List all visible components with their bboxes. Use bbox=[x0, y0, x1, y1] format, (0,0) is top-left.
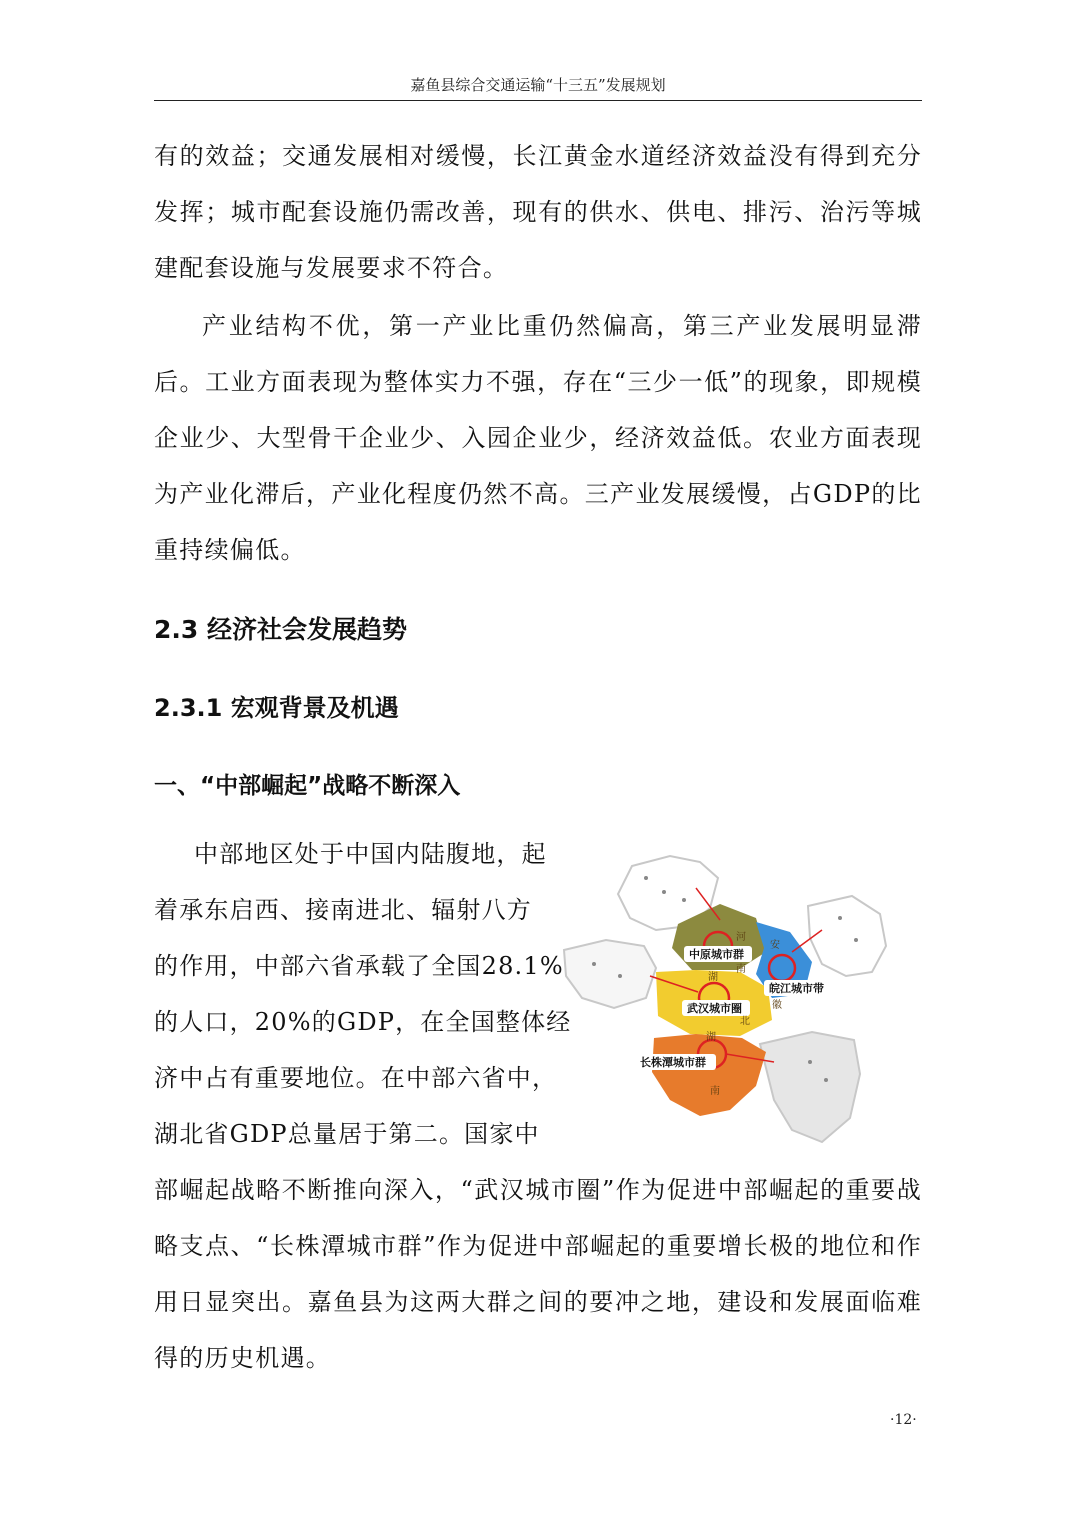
paragraph-3: 部崛起战略不断推向深入，“武汉城市圈”作为促进中部崛起的重要战略支点、“长株潭城市群”作为促进中部崛起的重要增长极的地位和作用日显突出。嘉鱼县为这两大群之间的要冲之地，建设和发展面临难得的历史机遇。 bbox=[154, 1176, 922, 1372]
map-hunan-outline bbox=[760, 1032, 860, 1142]
header-title: 嘉鱼县综合交通运输“十三五”发展规划 bbox=[410, 76, 666, 94]
province-char: 徽 bbox=[772, 1000, 782, 1011]
map-anhui-outline bbox=[808, 896, 886, 976]
paragraph-2: 产业结构不优，第一产业比重仍然偏高，第三产业发展明显滞后。工业方面表现为整体实力不强，存在“三少一低”的现象，即规模企业少、大型骨干企业少、入园企业少，经济效益低。农业方面表现为产业化滞后，产业化程度仍然不高。三产业发展缓慢，占GDP的比重持续偏低。 bbox=[154, 312, 922, 564]
city-dot bbox=[682, 898, 686, 902]
topic-heading: 一、“中部崛起”战略不断深入 bbox=[154, 773, 461, 799]
city-dot bbox=[592, 962, 596, 966]
wanjiang-label: 皖江城市带 bbox=[769, 982, 824, 995]
province-char: 南 bbox=[710, 1086, 720, 1097]
city-dot bbox=[838, 916, 842, 920]
wrapped-line: 湖北省GDP总量居于第二。国家中 bbox=[154, 1120, 540, 1148]
city-dot bbox=[808, 1060, 812, 1064]
province-char: 安 bbox=[770, 940, 780, 951]
section-heading: 2.3 经济社会发展趋势 bbox=[154, 615, 407, 644]
province-char: 南 bbox=[736, 964, 746, 975]
changzhutan-label: 长株潭城市群 bbox=[640, 1056, 706, 1069]
city-dot bbox=[662, 890, 666, 894]
subsection-heading: 2.3.1 宏观背景及机遇 bbox=[154, 694, 399, 722]
city-dot bbox=[644, 876, 648, 880]
province-char: 河 bbox=[736, 932, 746, 943]
page-header bbox=[154, 74, 922, 101]
province-char: 湖 bbox=[708, 972, 718, 983]
wrapped-text bbox=[154, 826, 572, 1162]
city-dot bbox=[824, 1078, 828, 1082]
wrapped-line: 的作用，中部六省承载了全国28.1% bbox=[154, 952, 564, 980]
paragraph-1: 有的效益；交通发展相对缓慢，长江黄金水道经济效益没有得到充分发挥；城市配套设施仍需改善，现有的供水、供电、排污、治污等城建配套设施与发展要求不符合。 bbox=[154, 142, 922, 282]
city-dot bbox=[854, 938, 858, 942]
central-china-urban-clusters-map bbox=[560, 848, 920, 1148]
page-number: ·12· bbox=[890, 1412, 917, 1428]
wrapped-line: 济中占有重要地位。在中部六省中， bbox=[154, 1064, 558, 1092]
map-changzhutan-region bbox=[652, 1034, 766, 1116]
wrapped-line: 着承东启西、接南进北、辐射八方 bbox=[154, 896, 532, 924]
zhongyuan-label: 中原城市群 bbox=[689, 948, 744, 961]
map-hubei-west-outline bbox=[564, 940, 656, 1008]
city-dot bbox=[618, 974, 622, 978]
province-char: 湖 bbox=[706, 1032, 716, 1043]
wuhan-label: 武汉城市圈 bbox=[687, 1002, 742, 1015]
province-char: 北 bbox=[740, 1016, 750, 1027]
wrapped-line: 的人口，20%的GDP，在全国整体经 bbox=[154, 1008, 572, 1036]
wrapped-line: 中部地区处于中国内陆腹地，起 bbox=[194, 840, 547, 868]
